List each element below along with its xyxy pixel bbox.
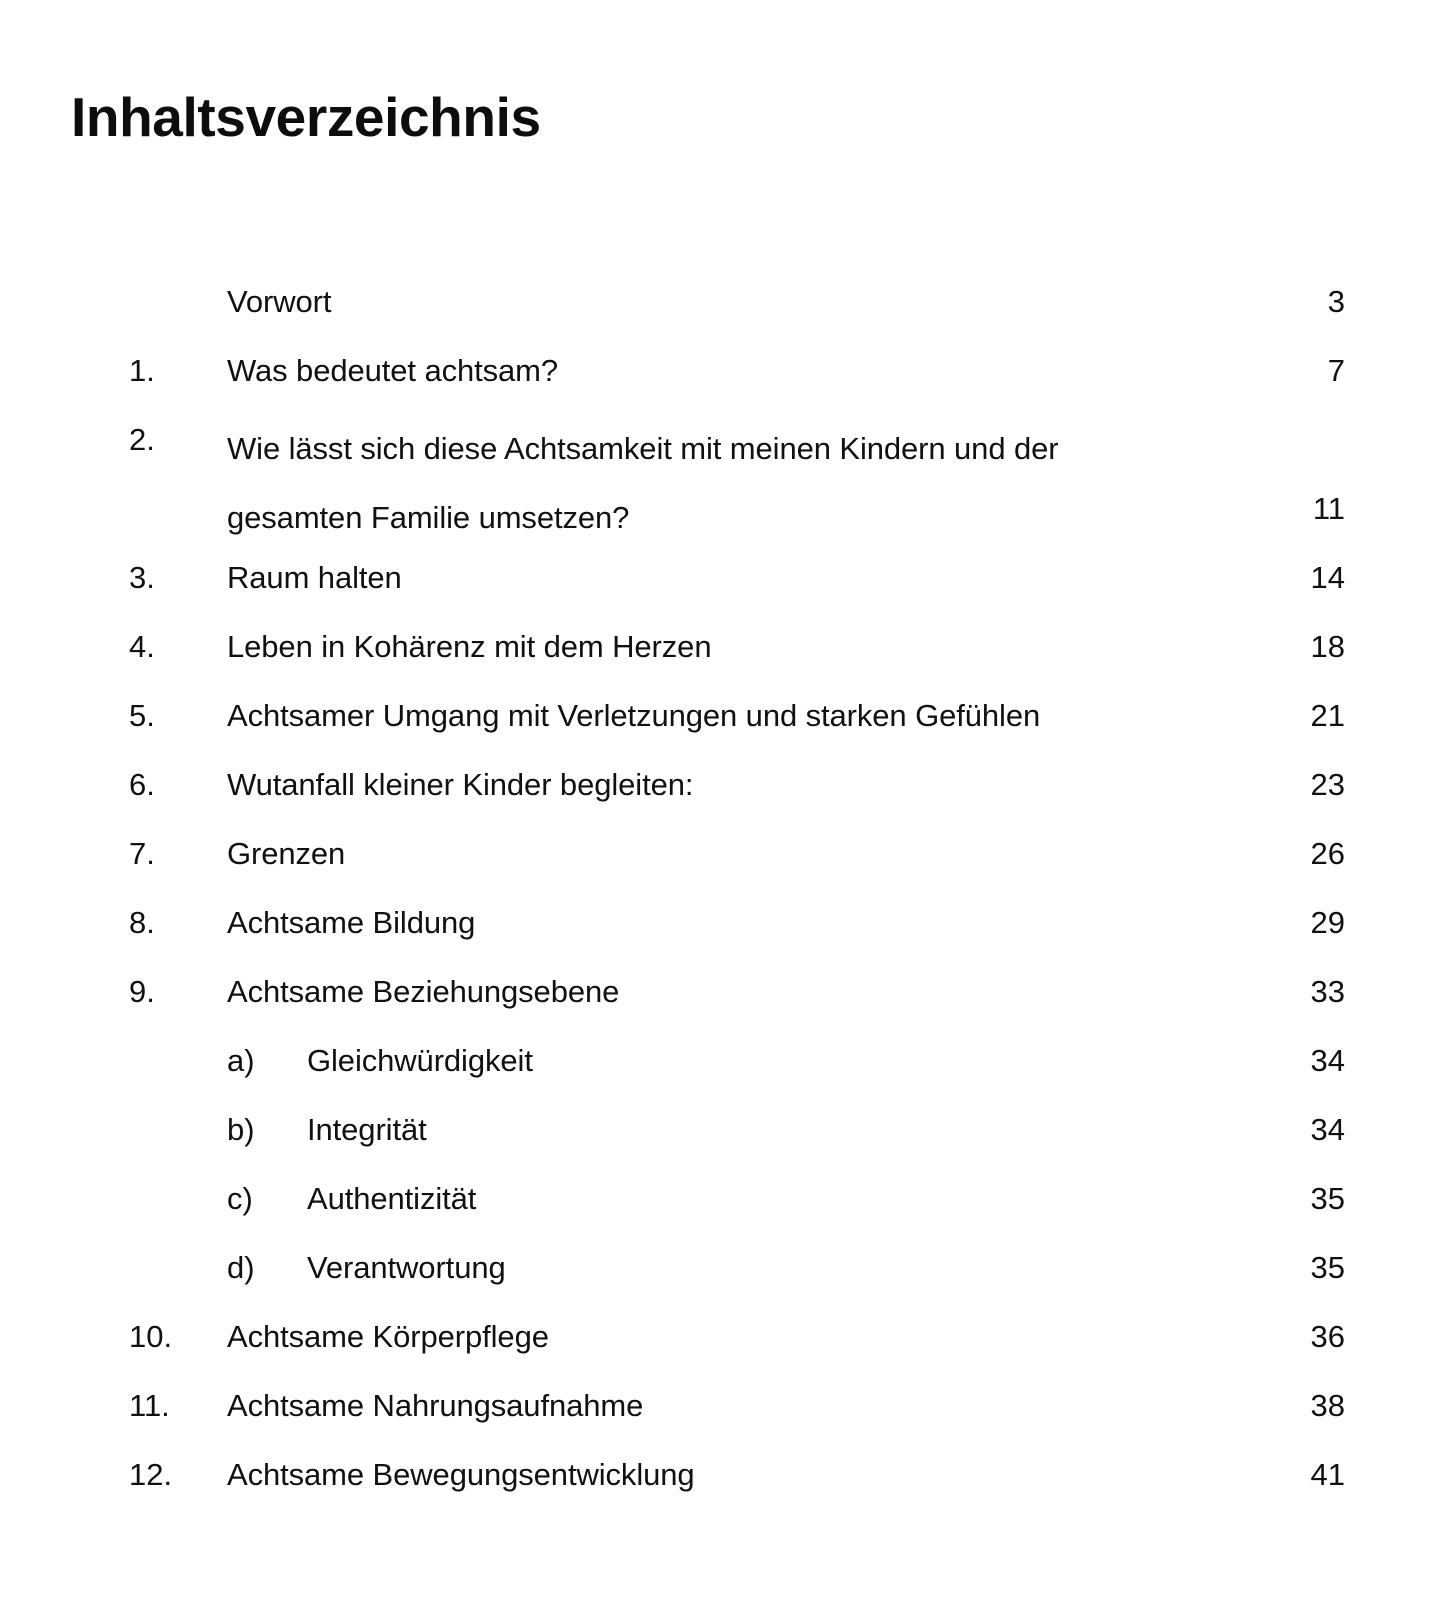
toc-entry[interactable] (0, 1173, 1445, 1242)
toc-entry-page-number: 38 (1310, 1388, 1345, 1423)
toc-entry-label: Wutanfall kleiner Kinder begleiten: (227, 767, 694, 802)
toc-entry-label: Raum halten (227, 560, 402, 595)
toc-entry[interactable] (0, 1449, 1445, 1518)
toc-entry-page-number: 21 (1310, 698, 1345, 733)
toc-entry-number: c) (227, 1181, 253, 1216)
toc-entry-page-number: 35 (1310, 1250, 1345, 1285)
toc-entry-page-number: 7 (1327, 353, 1345, 388)
toc-entry-label: Achtsame Bewegungsentwicklung (227, 1457, 695, 1492)
toc-entry-label: Grenzen (227, 836, 346, 871)
toc-entry-number: 5. (129, 698, 155, 733)
toc-entry-label: Was bedeutet achtsam? (227, 353, 559, 388)
toc-entry-label: Gleichwürdigkeit (307, 1043, 533, 1078)
toc-entry-number: 7. (129, 836, 155, 871)
toc-entry-number: 12. (129, 1457, 173, 1492)
toc-entry-label: Achtsame Beziehungsebene (227, 974, 620, 1009)
toc-entry-number: 9. (129, 974, 155, 1009)
toc-entry[interactable] (0, 897, 1445, 966)
toc-entry-number: b) (227, 1112, 255, 1147)
page-title: Inhaltsverzeichnis (71, 85, 541, 148)
toc-entry-label: Achtsamer Umgang mit Verletzungen und starken Gefühlen (227, 698, 1041, 733)
toc-entry-page-number: 35 (1310, 1181, 1345, 1216)
toc-entry-label: Achtsame Bildung (227, 905, 476, 940)
toc-entry[interactable] (0, 621, 1445, 690)
toc-entry-page-number: 33 (1310, 974, 1345, 1009)
toc-entry[interactable] (0, 276, 1445, 345)
toc-entry-number: d) (227, 1250, 255, 1285)
toc-entry-label: Achtsame Körperpflege (227, 1319, 549, 1354)
toc-entry-page-number: 23 (1310, 767, 1345, 802)
toc-entry[interactable] (0, 552, 1445, 621)
toc-entry-page-number: 18 (1310, 629, 1345, 664)
toc-entry-label: Leben in Kohärenz mit dem Herzen (227, 629, 712, 664)
toc-entry[interactable] (0, 1104, 1445, 1173)
toc-entry-number: 11. (129, 1388, 170, 1423)
toc-entry-label: Authentizität (307, 1181, 477, 1216)
toc-entry-page-number: 3 (1327, 284, 1345, 319)
toc-entry-list (0, 276, 1445, 1518)
toc-entry-number: 6. (129, 767, 155, 802)
toc-entry[interactable] (0, 1035, 1445, 1104)
toc-entry[interactable] (0, 966, 1445, 1035)
toc-entry-number: 8. (129, 905, 155, 940)
toc-entry-number: 2. (129, 422, 155, 457)
toc-entry-label: Vorwort (227, 284, 332, 319)
toc-entry-number: 10. (129, 1319, 173, 1354)
toc-entry[interactable] (0, 690, 1445, 759)
toc-entry-number: 4. (129, 629, 155, 664)
toc-entry-page-number: 29 (1310, 905, 1345, 940)
toc-entry-number: a) (227, 1043, 255, 1078)
toc-entry-number: 1. (129, 353, 155, 388)
toc-entry-number: 3. (129, 560, 155, 595)
toc-entry-page-number: 11 (1312, 491, 1345, 526)
toc-entry[interactable] (0, 1242, 1445, 1311)
toc-entry[interactable] (0, 828, 1445, 897)
toc-entry-page-number: 26 (1310, 836, 1345, 871)
toc-entry[interactable] (0, 414, 1445, 552)
toc-entry-page-number: 34 (1310, 1112, 1345, 1147)
toc-entry[interactable] (0, 1380, 1445, 1449)
toc-entry-page-number: 34 (1310, 1043, 1345, 1078)
toc-entry-page-number: 14 (1310, 560, 1345, 595)
toc-entry[interactable] (0, 345, 1445, 414)
toc-entry-label: Wie lässt sich diese Achtsamkeit mit meinen Kindern und der gesamten Familie umsetzen? (227, 431, 1059, 535)
toc-entry-page-number: 36 (1310, 1319, 1345, 1354)
toc-entry[interactable] (0, 1311, 1445, 1380)
toc-entry-label: Verantwortung (307, 1250, 506, 1285)
toc-entry-label: Achtsame Nahrungsaufnahme (227, 1388, 644, 1423)
toc-entry-label: Integrität (307, 1112, 427, 1147)
toc-entry[interactable] (0, 759, 1445, 828)
toc-entry-page-number: 41 (1310, 1457, 1345, 1492)
